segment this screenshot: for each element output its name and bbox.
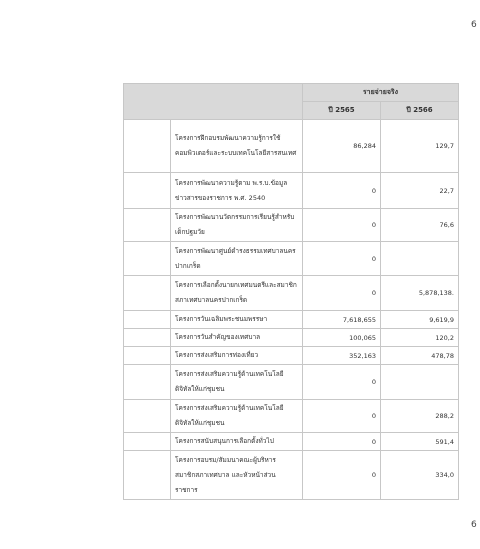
project-name-cell: โครงการเลือกตั้งนายกเทศมนตรีและสมาชิกสภาเทศบาลนครปากเกร็ด — [171, 276, 303, 311]
amount-2565-cell: 0 — [303, 365, 381, 400]
year-2565-header: ปี 2565 — [303, 102, 381, 120]
table-row — [124, 242, 459, 276]
row-blank-cell — [124, 329, 171, 347]
row-blank-cell — [124, 400, 171, 433]
header-blank-cell — [124, 84, 303, 120]
amount-2566-cell: 9,619,9 — [381, 311, 459, 329]
actual-expenditure-header: รายจ่ายจริง — [303, 84, 459, 102]
amount-2565-cell: 352,163 — [303, 347, 381, 365]
project-name-cell: โครงการส่งเสริมความรู้ด้านเทคโนโลยีดิจิทัลให้แก่ชุมชน — [171, 400, 303, 433]
project-name-cell: โครงการวันสำคัญของเทศบาล — [171, 329, 303, 347]
amount-2565-cell: 0 — [303, 276, 381, 311]
amount-2566-cell: 591,4 — [381, 433, 459, 451]
amount-2566-cell — [381, 242, 459, 276]
amount-2566-cell: 334,0 — [381, 451, 459, 500]
row-blank-cell — [124, 311, 171, 329]
amount-2566-cell: 478,78 — [381, 347, 459, 365]
row-blank-cell — [124, 209, 171, 242]
row-blank-cell — [124, 242, 171, 276]
project-name-cell: โครงการฝึกอบรมพัฒนาความรู้การใช้คอมพิวเตอร์และระบบเทคโนโลยีสารสนเทศ — [171, 120, 303, 173]
table-body — [124, 120, 459, 500]
project-name-cell: โครงการส่งเสริมการท่องเที่ยว — [171, 347, 303, 365]
project-name-cell: โครงการวันเฉลิมพระชนมพรรษา — [171, 311, 303, 329]
amount-2566-cell: 288,2 — [381, 400, 459, 433]
amount-2565-cell: 0 — [303, 451, 381, 500]
row-blank-cell — [124, 276, 171, 311]
amount-2566-cell: 5,878,138. — [381, 276, 459, 311]
table-row — [124, 329, 459, 347]
amount-2565-cell: 0 — [303, 433, 381, 451]
row-blank-cell — [124, 173, 171, 209]
amount-2565-cell: 100,065 — [303, 329, 381, 347]
project-name-cell: โครงการพัฒนาความรู้ตาม พ.ร.บ.ข้อมูลข่าวสารของราชการ พ.ศ. 2540 — [171, 173, 303, 209]
amount-2565-cell: 7,618,655 — [303, 311, 381, 329]
table-row — [124, 433, 459, 451]
table-row — [124, 173, 459, 209]
row-blank-cell — [124, 433, 171, 451]
amount-2565-cell: 0 — [303, 400, 381, 433]
project-name-cell: โครงการพัฒนาศูนย์ดำรงธรรมเทศบาลนครปากเกร็ด — [171, 242, 303, 276]
year-2566-header: ปี 2566 — [381, 102, 459, 120]
table-row — [124, 400, 459, 433]
table-row — [124, 347, 459, 365]
project-name-cell: โครงการอบรม/สัมมนาคณะผู้บริหาร สมาชิกสภาเทศบาล และหัวหน้าส่วนราชการ — [171, 451, 303, 500]
amount-2565-cell: 0 — [303, 173, 381, 209]
amount-2565-cell: 0 — [303, 209, 381, 242]
page-number-top: 6 — [471, 20, 477, 30]
row-blank-cell — [124, 365, 171, 400]
amount-2565-cell: 86,284 — [303, 120, 381, 173]
table-row — [124, 209, 459, 242]
project-name-cell: โครงการพัฒนานวัตกรรมการเรียนรู้สำหรับเด็กปฐมวัย — [171, 209, 303, 242]
row-blank-cell — [124, 347, 171, 365]
table-row — [124, 120, 459, 173]
row-blank-cell — [124, 451, 171, 500]
amount-2566-cell: 120,2 — [381, 329, 459, 347]
project-name-cell: โครงการสนับสนุนการเลือกตั้งทั่วไป — [171, 433, 303, 451]
amount-2566-cell: 22,7 — [381, 173, 459, 209]
amount-2566-cell: 129,7 — [381, 120, 459, 173]
amount-2566-cell — [381, 365, 459, 400]
page-number-bottom: 6 — [471, 520, 477, 530]
amount-2565-cell: 0 — [303, 242, 381, 276]
row-blank-cell — [124, 120, 171, 173]
project-name-cell: โครงการส่งเสริมความรู้ด้านเทคโนโลยีดิจิทัลให้แก่ชุมชน — [171, 365, 303, 400]
expenditure-table — [123, 83, 459, 500]
table-row — [124, 451, 459, 500]
table-row — [124, 276, 459, 311]
table-row — [124, 311, 459, 329]
amount-2566-cell: 76,6 — [381, 209, 459, 242]
table-row — [124, 365, 459, 400]
